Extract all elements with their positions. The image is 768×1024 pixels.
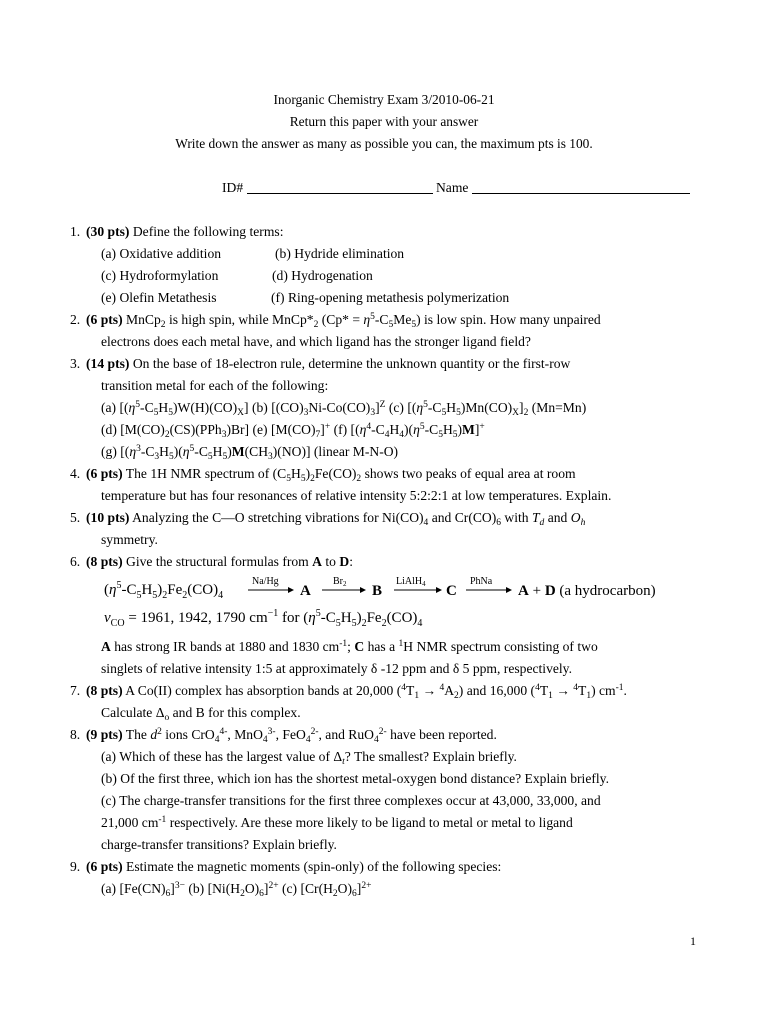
question-9-number: 9. bbox=[70, 859, 81, 874]
q1-item-f: (f) Ring-opening metathesis polymerization bbox=[271, 290, 510, 305]
question-5-line-2: symmetry. bbox=[101, 532, 158, 547]
question-3-points: (14 pts) bbox=[86, 356, 130, 371]
question-7-number: 7. bbox=[70, 683, 81, 698]
q1-item-b: (b) Hydride elimination bbox=[275, 246, 405, 261]
question-3-line-2: transition metal for each of the following: bbox=[101, 378, 329, 393]
q1-item-c: (c) Hydroformylation bbox=[101, 268, 219, 283]
q3-items-d-f: (d) $[M(CO)_2(CS)(PPh_3)Br]$ (e) $[M(CO)_7]^+$ (f) $[(\eta^4-C_4H_4)(\eta^5-C_5H_5)M]^+$ bbox=[101, 422, 485, 440]
reagent-2: $Br_2$ bbox=[333, 576, 347, 588]
question-2-number: 2. bbox=[70, 312, 81, 327]
products: A + D (a hydrocarbon) bbox=[518, 583, 656, 599]
id-name-line bbox=[222, 180, 690, 196]
q8-item-c-line-3: charge-transfer transitions? Explain briefly. bbox=[101, 837, 337, 852]
reagent-3: LiAlH$_4$ bbox=[396, 576, 426, 588]
question-6-number: 6. bbox=[70, 554, 81, 569]
starting-complex: $(\eta^5-C_5H_5)_2Fe_2(CO)_4$ bbox=[104, 580, 224, 601]
question-1-prompt bbox=[86, 224, 283, 240]
question-2-line-2: electrons does each metal have, and which ligand has the stronger ligand field? bbox=[101, 334, 531, 349]
answer-instruction: Write down the answer as many as possible you can, the maximum pts is 100. bbox=[175, 136, 593, 151]
q1-item-e: (e) Olefin Metathesis bbox=[101, 290, 217, 305]
reagent-4: PhNa bbox=[470, 576, 493, 587]
question-4-line-1: (6 pts) The 1H NMR spectrum of $(C_5H_5)_2Fe(CO)_2$ shows two peaks of equal area at room bbox=[86, 466, 576, 484]
arrow-2-head bbox=[360, 587, 366, 593]
question-5-points: (10 pts) bbox=[86, 510, 130, 525]
name-blank[interactable] bbox=[472, 180, 690, 194]
name-label: Name bbox=[435, 180, 469, 195]
question-7-line-2-rest: and B for this complex. bbox=[172, 705, 301, 720]
q8-item-a: (a) Which of these has the largest value of $\Delta_t$? The smallest? Explain briefly. bbox=[101, 749, 517, 767]
exam-title: Inorganic Chemistry Exam 3/2010-06-21 bbox=[273, 92, 495, 107]
question-2-points: (6 pts) bbox=[86, 312, 123, 327]
arrow-3-head bbox=[436, 587, 442, 593]
reagent-1: Na/Hg bbox=[252, 576, 279, 587]
question-4-number: 4. bbox=[70, 466, 81, 481]
question-3-text: On the base of 18-electron rule, determine the unknown quantity or the first-row bbox=[132, 356, 571, 371]
question-6-line-2: A has strong IR bands at 1880 and 1830 $cm^{-1}$; C has a $^1$H NMR spectrum consisting of two bbox=[101, 639, 598, 654]
q8-item-c-line-1: (c) The charge-transfer transitions for the first three complexes occur at 43,000, 33,000, and bbox=[101, 793, 601, 808]
question-9-text: Estimate the magnetic moments (spin-only) of the following species: bbox=[126, 859, 502, 874]
question-1-text: Define the following terms: bbox=[132, 224, 284, 239]
question-2-line-1: (6 pts) MnCp$_2$ is high spin, while $MnCp*_2$ $(Cp* = \eta^5-C_5Me_5)$ is low spin. How many unpaired bbox=[86, 312, 601, 330]
q1-item-d: (d) Hydrogenation bbox=[272, 268, 373, 283]
q3-items-a-c: (a) $[(\eta^5-C_5H_5)W(H)(CO)_X]$ (b) $[(CO)_3Ni-Co(CO)_3]^Z$ (c) $[(\eta^5-C_5H_5)Mn(CO)_X]_2$ (Mn=Mn) bbox=[101, 400, 587, 418]
page-number: 1 bbox=[690, 934, 696, 948]
question-8-line-1: (9 pts) The $d^2$ ions CrO$_4^{4-}$, MnO$_4^{3-}$, FeO$_4^{2-}$, and RuO$_4^{2-}$ have been reported. bbox=[86, 727, 497, 745]
return-instruction: Return this paper with your answer bbox=[289, 114, 479, 129]
compound-c: C bbox=[446, 583, 457, 599]
question-7-line-1: (8 pts) A Co(II) complex has absorption bands at 20,000 $(^4T_1 \to ^4A_2)$ and 16,000 $(^4T_1 \to ^4T_1)$ $cm^{-1}$. bbox=[86, 683, 627, 701]
question-5-line-1: (10 pts) Analyzing the C—O stretching vibrations for $Ni(CO)_4$ and $Cr(CO)_6$ with $T_d$ and $O_h$ bbox=[86, 510, 586, 528]
question-8-points: (9 pts) bbox=[86, 727, 123, 742]
compound-a: A bbox=[300, 583, 311, 599]
question-6-line-3: singlets of relative intensity 1:5 at approximately δ -12 ppm and δ 5 ppm, respectively. bbox=[101, 661, 572, 676]
question-5-number: 5. bbox=[70, 510, 81, 525]
question-3-number: 3. bbox=[70, 356, 81, 371]
question-7-points: (8 pts) bbox=[86, 683, 123, 698]
q8-item-c-line-2: 21,000 $cm^{-1}$ respectively. Are these more likely to be ligand to metal or metal to ligand bbox=[101, 815, 573, 830]
q8-item-b: (b) Of the first three, which ion has the shortest metal-oxygen bond distance? Explain briefly. bbox=[101, 771, 609, 786]
q9-items: (a) $[Fe(CN)_6]^{3-}$ (b) $[Ni(H_2O)_6]^{2+}$ (c) $[Cr(H_2O)_6]^{2+}$ bbox=[101, 881, 372, 899]
question-4-points: (6 pts) bbox=[86, 466, 123, 481]
id-label: ID# bbox=[222, 180, 244, 195]
compound-b: B bbox=[372, 583, 383, 599]
reaction-scheme bbox=[104, 574, 664, 632]
nu-co-values: $\nu_{CO} = 1961$, 1942, 1790 $cm^{-1}$ for $(\eta^5-C_5H_5)_2Fe_2(CO)_4$ bbox=[104, 608, 423, 629]
question-8-number: 8. bbox=[70, 727, 81, 742]
arrow-4-head bbox=[506, 587, 512, 593]
question-4-line-2: temperature but has four resonances of relative intensity 5:2:2:1 at low temperatures. Explain. bbox=[101, 488, 612, 503]
question-6-points: (8 pts) bbox=[86, 554, 123, 569]
question-9-line-1 bbox=[86, 859, 501, 875]
question-1-number: 1. bbox=[70, 224, 81, 239]
question-9-points: (6 pts) bbox=[86, 859, 123, 874]
question-7-line-2: Calculate $\Delta_o$ and B for this complex. bbox=[101, 705, 301, 723]
q1-item-a: (a) Oxidative addition bbox=[101, 246, 222, 261]
q3-item-g: (g) $[(\eta^3-C_3H_5)(\eta^5-C_5H_5)M(CH_3)(NO)]$ (linear M-N-O) bbox=[101, 444, 399, 462]
question-3-line-1 bbox=[86, 356, 570, 372]
arrow-1-head bbox=[288, 587, 294, 593]
id-blank[interactable] bbox=[247, 180, 433, 194]
question-6-line-1: (8 pts) Give the structural formulas from A to D: bbox=[86, 554, 353, 569]
question-1-points: (30 pts) bbox=[86, 224, 130, 239]
